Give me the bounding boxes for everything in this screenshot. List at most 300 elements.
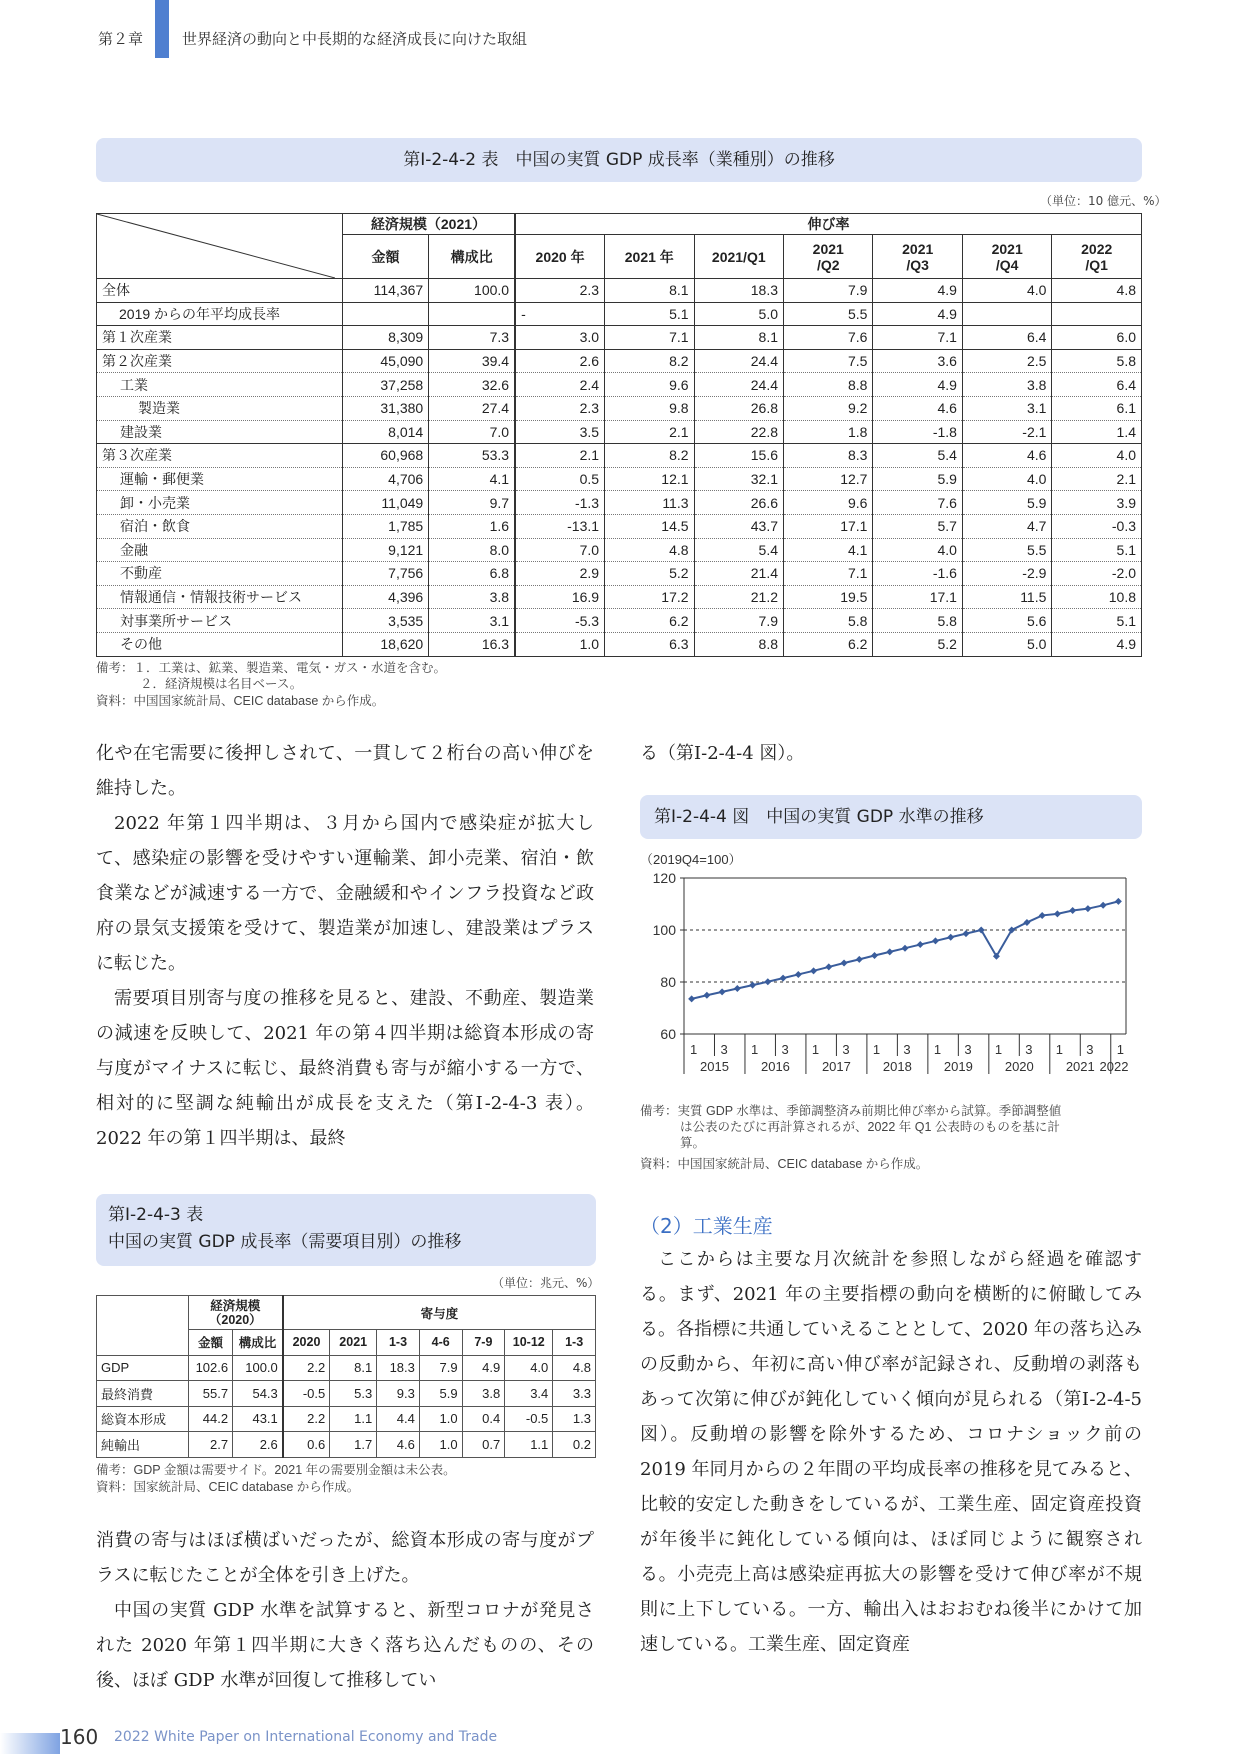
data-point-2021Q1 [1054, 910, 1061, 917]
table1-note1: 備考：１．工業は、鉱業、製造業、電気・ガス・水道を含む。 [96, 661, 447, 675]
table-row [97, 1355, 596, 1381]
x-tick-label: 3 [964, 1042, 972, 1057]
table-cell: 8.8 [694, 632, 783, 656]
table-row [97, 562, 1142, 586]
table-cell: 24.4 [694, 373, 783, 397]
paragraph: 化や在宅需要に後押しされて、一貫して２桁台の高い伸びを維持した。 [96, 743, 594, 799]
y-tick-label: 60 [660, 1026, 676, 1042]
table-cell: 12.7 [784, 467, 873, 491]
figure-note3: 算。 [680, 1136, 706, 1150]
table-cell: -5.3 [515, 609, 604, 633]
table-row [97, 491, 1142, 515]
data-point-2015Q4 [734, 985, 741, 992]
table-cell: 4.9 [873, 279, 962, 303]
table-cell: 4.6 [962, 444, 1051, 468]
x-tick-label: 3 [1086, 1042, 1094, 1057]
table-row [97, 444, 1142, 468]
y-tick-label: 80 [660, 974, 676, 990]
table-row [97, 1406, 596, 1432]
table-cell: 7.1 [605, 326, 694, 350]
table-cell: 5.1 [1052, 609, 1142, 633]
col-header-2021q1: 2021/Q1 [694, 235, 783, 279]
table-cell: 2.1 [605, 420, 694, 444]
table-cell: 7.6 [784, 326, 873, 350]
table-cell: 1.0 [515, 632, 604, 656]
table-row [97, 538, 1142, 562]
table2-note: 備考：GDP 金額は需要サイド。2021 年の需要別金額は未公表。 [96, 1463, 456, 1477]
table-cell: 26.8 [694, 396, 783, 420]
table-cell: 8.0 [429, 538, 515, 562]
table-cell: 4.9 [462, 1355, 505, 1381]
table-row [97, 467, 1142, 491]
table-cell: 2.2 [283, 1406, 330, 1432]
row-label: 工業 [97, 373, 343, 397]
table-cell: 3.1 [429, 609, 515, 633]
table-row [97, 396, 1142, 420]
table-cell: 5.7 [873, 514, 962, 538]
table-cell: 5.1 [605, 302, 694, 326]
table1-caption: 第Ⅰ-2-4-2 表 中国の実質 GDP 成長率（業種別）の推移 [96, 138, 1142, 182]
table-row [97, 326, 1142, 350]
table-cell: 9.6 [605, 373, 694, 397]
table-cell: 12.1 [605, 467, 694, 491]
table-cell: 5.2 [873, 632, 962, 656]
table-cell: 1.7 [330, 1432, 377, 1458]
data-point-2017Q4 [856, 956, 863, 963]
industry-growth-table [96, 213, 1142, 657]
table2-group-scale-year: （2020） [208, 1312, 262, 1327]
col-header-2020: 2020 年 [515, 235, 604, 279]
table-cell: 14.5 [605, 514, 694, 538]
table-cell [1052, 302, 1142, 326]
data-point-2020Q4 [1039, 912, 1046, 919]
table-cell: 22.8 [694, 420, 783, 444]
row-label: 情報通信・情報技術サービス [97, 585, 343, 609]
row-label: 総資本形成 [97, 1406, 189, 1432]
data-point-2018Q1 [871, 952, 878, 959]
table-cell: 11,049 [342, 491, 428, 515]
row-label: 製造業 [97, 396, 343, 420]
row-label: 宿泊・飲食 [97, 514, 343, 538]
table-cell: 3,535 [342, 609, 428, 633]
table2-group-scale-label: 経済規模 [210, 1298, 261, 1313]
table2-caption-number: 第Ⅰ-2-4-3 表 [108, 1205, 204, 1225]
table-cell: 43.7 [694, 514, 783, 538]
table-cell: 9.3 [377, 1381, 420, 1407]
row-label: その他 [97, 632, 343, 656]
group-header-scale: 経済規模（2021） [342, 214, 515, 235]
table-cell: 16.9 [515, 585, 604, 609]
table-cell: 4,396 [342, 585, 428, 609]
table-row [97, 609, 1142, 633]
table-cell: 6.3 [605, 632, 694, 656]
table-cell: 27.4 [429, 396, 515, 420]
paragraph: 消費の寄与はほぼ横ばいだったが、総資本形成の寄与度がプラスに転じたことが全体を引き上げた。 [96, 1530, 594, 1586]
figure-note1: 備考：実質 GDP 水準は、季節調整済み前期比伸び率から試算。季節調整値 [640, 1104, 1062, 1118]
table-cell: 4.0 [962, 467, 1051, 491]
row-label: 第３次産業 [97, 444, 343, 468]
table-cell: 4.4 [377, 1406, 420, 1432]
table-cell: 54.3 [233, 1381, 283, 1407]
paragraph: ここからは主要な月次統計を参照しながら経過を確認する。まず、2021 年の主要指標の動向を横断的に俯瞰してみる。各指標に共通していえることとして、2020 年の落ち込みの反動から、年初に高い伸び率が記録され、反動増の剥落もあって次第に伸びが鈍化していく傾向が見られる（第Ⅰ-2-4-5 図）。反動増の影響を除外するため、コロナショック前の 2019 年同月からの２年間の平均成長率の推移を見てみると、比較的安定した動きをしているが、工業生産、固定資産投資が年後半に鈍化している傾向は、ほぼ同じように観察される。小売売上高は感染症再拡大の影響を受けて伸び率が不規則に上下している。一方、輸出入はおおむね後半にかけて加速している。工業生産、固定資産 [640, 1249, 1142, 1655]
table-cell: 9.7 [429, 491, 515, 515]
year-label: 2021 [1065, 1059, 1095, 1074]
chapter-title: 世界経済の動向と中長期的な経済成長に向けた取組 [182, 30, 528, 48]
row-label: 不動産 [97, 562, 343, 586]
figure-caption: 第Ⅰ-2-4-4 図 中国の実質 GDP 水準の推移 [640, 795, 1142, 839]
table1-unit: （単位：10 億元、%） [1040, 194, 1167, 208]
row-label: 卸・小売業 [97, 491, 343, 515]
data-point-2018Q4 [917, 941, 924, 948]
table-cell: 1.4 [1052, 420, 1142, 444]
table2-col-header: 1-3 [553, 1330, 596, 1356]
table-cell: 9,121 [342, 538, 428, 562]
table-cell: 1.8 [784, 420, 873, 444]
row-label: 第２次産業 [97, 349, 343, 373]
table-cell: 44.2 [188, 1406, 232, 1432]
row-label: 第１次産業 [97, 326, 343, 350]
x-tick-label: 1 [1055, 1042, 1064, 1057]
table-cell: 17.2 [605, 585, 694, 609]
table-cell: 8,014 [342, 420, 428, 444]
right-text-top [640, 736, 1142, 771]
table-cell: 2.6 [515, 349, 604, 373]
col-header-share: 構成比 [429, 235, 515, 279]
table2-col-header: 金額 [188, 1330, 232, 1356]
table-cell: 100.0 [429, 279, 515, 303]
table-row [97, 302, 1142, 326]
table-cell: 6.2 [784, 632, 873, 656]
year-label: 2019 [943, 1059, 973, 1074]
table-cell: 19.5 [784, 585, 873, 609]
data-point-2016Q4 [795, 971, 802, 978]
table-cell: 3.8 [462, 1381, 505, 1407]
table-cell: 1.1 [505, 1432, 553, 1458]
table-cell: -2.1 [962, 420, 1051, 444]
table-cell: 7.9 [784, 279, 873, 303]
table-cell: 7.5 [784, 349, 873, 373]
table-cell: 4.1 [429, 467, 515, 491]
year-label: 2020 [1004, 1059, 1034, 1074]
x-tick-label: 3 [781, 1042, 789, 1057]
row-label: 金融 [97, 538, 343, 562]
table-cell: 9.6 [784, 491, 873, 515]
table2-group-scale [188, 1296, 283, 1330]
table-cell: 10.8 [1052, 585, 1142, 609]
table-cell: 8.1 [605, 279, 694, 303]
table-cell: 2.2 [283, 1355, 330, 1381]
table2-col-header: 構成比 [233, 1330, 283, 1356]
table-cell: 4.0 [962, 279, 1051, 303]
table-row [97, 279, 1142, 303]
table-cell: 0.7 [462, 1432, 505, 1458]
table-cell: 2.1 [1052, 467, 1142, 491]
table-cell: 3.3 [553, 1381, 596, 1407]
table-cell: 2.5 [962, 349, 1051, 373]
col-header-2021q2-q: /Q2 [816, 256, 840, 273]
table-cell: 5.2 [605, 562, 694, 586]
table-cell [429, 302, 515, 326]
left-text-lower [96, 1523, 594, 1698]
data-point-2016Q1 [749, 982, 756, 989]
data-point-2015Q2 [703, 992, 710, 999]
table-cell: 5.8 [1052, 349, 1142, 373]
table-cell: 18.3 [694, 279, 783, 303]
year-label: 2022 [1099, 1059, 1129, 1074]
table-cell: -2.9 [962, 562, 1051, 586]
table-cell: 2.9 [515, 562, 604, 586]
table-cell: 4.7 [962, 514, 1051, 538]
row-label: 純輸出 [97, 1432, 189, 1458]
table-cell: -0.3 [1052, 514, 1142, 538]
table-cell: -2.0 [1052, 562, 1142, 586]
table-cell: 8.1 [330, 1355, 377, 1381]
x-tick-label: 1 [994, 1042, 1003, 1057]
table-cell [342, 302, 428, 326]
data-point-2015Q3 [719, 988, 726, 995]
data-point-2018Q3 [902, 945, 909, 952]
table-cell: 5.0 [694, 302, 783, 326]
table-cell: 5.3 [330, 1381, 377, 1407]
data-point-2017Q2 [825, 963, 832, 970]
row-label: 建設業 [97, 420, 343, 444]
table-cell: 1.3 [553, 1406, 596, 1432]
x-tick-label: 1 [811, 1042, 820, 1057]
table-cell: 102.6 [188, 1355, 232, 1381]
table-cell: 60,968 [342, 444, 428, 468]
table-cell: 6.8 [429, 562, 515, 586]
table-cell: 4.1 [784, 538, 873, 562]
table-cell: 4.9 [873, 302, 962, 326]
x-tick-label: 1 [690, 1042, 698, 1057]
table-cell: 3.9 [1052, 491, 1142, 515]
table-cell: 2.6 [233, 1432, 283, 1458]
row-label: 最終消費 [97, 1381, 189, 1407]
table-cell: 5.9 [962, 491, 1051, 515]
table-cell: 43.1 [233, 1406, 283, 1432]
table-cell: 0.4 [462, 1406, 505, 1432]
table-cell: -13.1 [515, 514, 604, 538]
row-label: GDP [97, 1355, 189, 1381]
table-cell: 8,309 [342, 326, 428, 350]
table2-group-contrib: 寄与度 [283, 1296, 596, 1330]
table-cell: 5.8 [784, 609, 873, 633]
table-cell: 0.2 [553, 1432, 596, 1458]
table2-col-header: 4-6 [419, 1330, 462, 1356]
table-cell: 8.8 [784, 373, 873, 397]
table-cell: 5.6 [962, 609, 1051, 633]
table-cell: 9.2 [784, 396, 873, 420]
col-header-amount: 金額 [342, 235, 428, 279]
year-label: 2018 [882, 1059, 912, 1074]
table-row [97, 420, 1142, 444]
footer-accent-bar [0, 1733, 60, 1754]
table-cell: 3.8 [962, 373, 1051, 397]
table-row [97, 585, 1142, 609]
table-cell: 7.1 [784, 562, 873, 586]
table-cell: 5.9 [873, 467, 962, 491]
table-cell: 5.4 [873, 444, 962, 468]
table-cell: 2.4 [515, 373, 604, 397]
table-cell: 3.1 [962, 396, 1051, 420]
table-cell: 5.5 [784, 302, 873, 326]
col-header-2022q1-q: /Q1 [1085, 256, 1108, 273]
table-cell: 26.6 [694, 491, 783, 515]
table-cell: 4.0 [1052, 444, 1142, 468]
year-label: 2015 [700, 1059, 729, 1074]
table-cell [962, 302, 1051, 326]
table-cell: 7.1 [873, 326, 962, 350]
table-cell: 3.4 [505, 1381, 553, 1407]
table-cell: 32.6 [429, 373, 515, 397]
chapter-label: 第２章 [98, 30, 144, 48]
table-cell: 4.9 [873, 373, 962, 397]
table-cell: 7.3 [429, 326, 515, 350]
table1-source: 資料：中国国家統計局、CEIC database から作成。 [96, 694, 385, 708]
y-tick-label: 120 [652, 870, 676, 886]
table-cell: -1.6 [873, 562, 962, 586]
row-label: 運輸・郵便業 [97, 467, 343, 491]
table-cell: 4,706 [342, 467, 428, 491]
table2-col-header: 2021 [330, 1330, 377, 1356]
table-cell: 18,620 [342, 632, 428, 656]
col-header-2021q4-q: /Q4 [995, 256, 1019, 273]
header-accent-bar [155, 0, 169, 58]
table-cell: 45,090 [342, 349, 428, 373]
table-cell: 0.5 [515, 467, 604, 491]
table1-note2: ２．経済規模は名目ベース。 [140, 677, 303, 691]
table-cell: 4.9 [1052, 632, 1142, 656]
data-point-2021Q4 [1100, 902, 1107, 909]
year-label: 2017 [821, 1059, 851, 1074]
table-cell: 8.3 [784, 444, 873, 468]
table-row [97, 1381, 596, 1407]
right-text-body [640, 1242, 1142, 1662]
table-cell: - [515, 302, 604, 326]
data-point-2019Q1 [932, 937, 939, 944]
table-cell: -0.5 [283, 1381, 330, 1407]
table-cell: 100.0 [233, 1355, 283, 1381]
y-tick-label: 100 [652, 922, 676, 938]
table-cell: 4.8 [553, 1355, 596, 1381]
table-cell: 2.3 [515, 279, 604, 303]
col-header-2021q3-year: 2021 [902, 240, 934, 257]
table-cell: 17.1 [784, 514, 873, 538]
left-text-upper [96, 736, 594, 1156]
table-cell: 11.3 [605, 491, 694, 515]
table2-caption [96, 1194, 596, 1266]
section-heading: （2）工業生産 [640, 1214, 773, 1238]
table-cell: 1.1 [330, 1406, 377, 1432]
data-point-2019Q2 [947, 934, 954, 941]
x-tick-label: 1 [1116, 1042, 1124, 1057]
table-cell: 31,380 [342, 396, 428, 420]
table-cell: 2.7 [188, 1432, 232, 1458]
x-tick-label: 1 [933, 1042, 942, 1057]
table2-source: 資料：国家統計局、CEIC database から作成。 [96, 1480, 360, 1494]
table-cell: 5.1 [1052, 538, 1142, 562]
table-cell: 4.8 [1052, 279, 1142, 303]
table2-col-header: 2020 [283, 1330, 330, 1356]
table-cell: 114,367 [342, 279, 428, 303]
table-cell: 4.0 [505, 1355, 553, 1381]
x-tick-label: 3 [842, 1042, 850, 1057]
table-cell: 7.0 [429, 420, 515, 444]
table-cell: 7.6 [873, 491, 962, 515]
col-header-2022q1 [1052, 235, 1142, 279]
table2-caption-title: 中国の実質 GDP 成長率（需要項目別）の推移 [108, 1232, 462, 1252]
footer-title: 2022 White Paper on International Economy and Trade [114, 1729, 498, 1745]
table-cell: 15.6 [694, 444, 783, 468]
table-row [97, 1432, 596, 1458]
table-cell: 6.1 [1052, 396, 1142, 420]
table-cell: 7.0 [515, 538, 604, 562]
col-header-2021q3-q: /Q3 [906, 256, 929, 273]
data-point-2016Q3 [780, 975, 787, 982]
page-number: 160 [60, 1725, 99, 1749]
table-cell: -1.3 [515, 491, 604, 515]
data-point-2019Q3 [962, 930, 969, 937]
table-cell: 2.3 [515, 396, 604, 420]
col-header-2021q2-year: 2021 [812, 240, 844, 257]
table2-blank-header [97, 1296, 189, 1356]
gdp-level-chart [640, 848, 1142, 1098]
table-cell: 7,756 [342, 562, 428, 586]
figure-note2: は公表のたびに再計算されるが、2022 年 Q1 公表時のものを基に計 [680, 1120, 1060, 1134]
table-cell: 4.6 [873, 396, 962, 420]
table-cell: 37,258 [342, 373, 428, 397]
table-cell: 5.9 [419, 1381, 462, 1407]
data-point-2018Q2 [886, 948, 893, 955]
paragraph: る（第Ⅰ-2-4-4 図）。 [640, 743, 805, 764]
data-point-2021Q2 [1069, 907, 1076, 914]
row-label: 対事業所サービス [97, 609, 343, 633]
table-cell: 55.7 [188, 1381, 232, 1407]
table-cell: 32.1 [694, 467, 783, 491]
col-header-2021q4-year: 2021 [991, 240, 1023, 257]
group-header-growth: 伸び率 [515, 214, 1141, 235]
row-label: 全体 [97, 279, 343, 303]
table-cell: 18.3 [377, 1355, 420, 1381]
table-cell: 9.8 [605, 396, 694, 420]
x-tick-label: 3 [720, 1042, 728, 1057]
table-row [97, 514, 1142, 538]
x-tick-label: 1 [750, 1042, 759, 1057]
table2-col-header: 7-9 [462, 1330, 505, 1356]
table2-col-header: 1-3 [377, 1330, 420, 1356]
data-point-2022Q1 [1115, 898, 1122, 905]
table-cell: 7.9 [694, 609, 783, 633]
table2-col-header: 10-12 [505, 1330, 553, 1356]
col-header-2021q3 [873, 235, 962, 279]
table-row [97, 632, 1142, 656]
table-cell: 3.8 [429, 585, 515, 609]
table-cell: 1.6 [429, 514, 515, 538]
table-cell: 8.2 [605, 444, 694, 468]
x-tick-label: 3 [903, 1042, 911, 1057]
table-cell: 5.0 [962, 632, 1051, 656]
table2-unit: （単位：兆元、%） [492, 1276, 600, 1290]
table-cell: 6.4 [1052, 373, 1142, 397]
col-header-2022q1-year: 2022 [1081, 240, 1113, 257]
figure-source: 資料：中国国家統計局、CEIC database から作成。 [640, 1157, 929, 1171]
table-row [97, 373, 1142, 397]
table-cell: -0.5 [505, 1406, 553, 1432]
col-header-2021: 2021 年 [605, 235, 694, 279]
table-cell: 0.6 [283, 1432, 330, 1458]
table-cell: 7.9 [419, 1355, 462, 1381]
diagonal-header-cell [97, 214, 343, 279]
